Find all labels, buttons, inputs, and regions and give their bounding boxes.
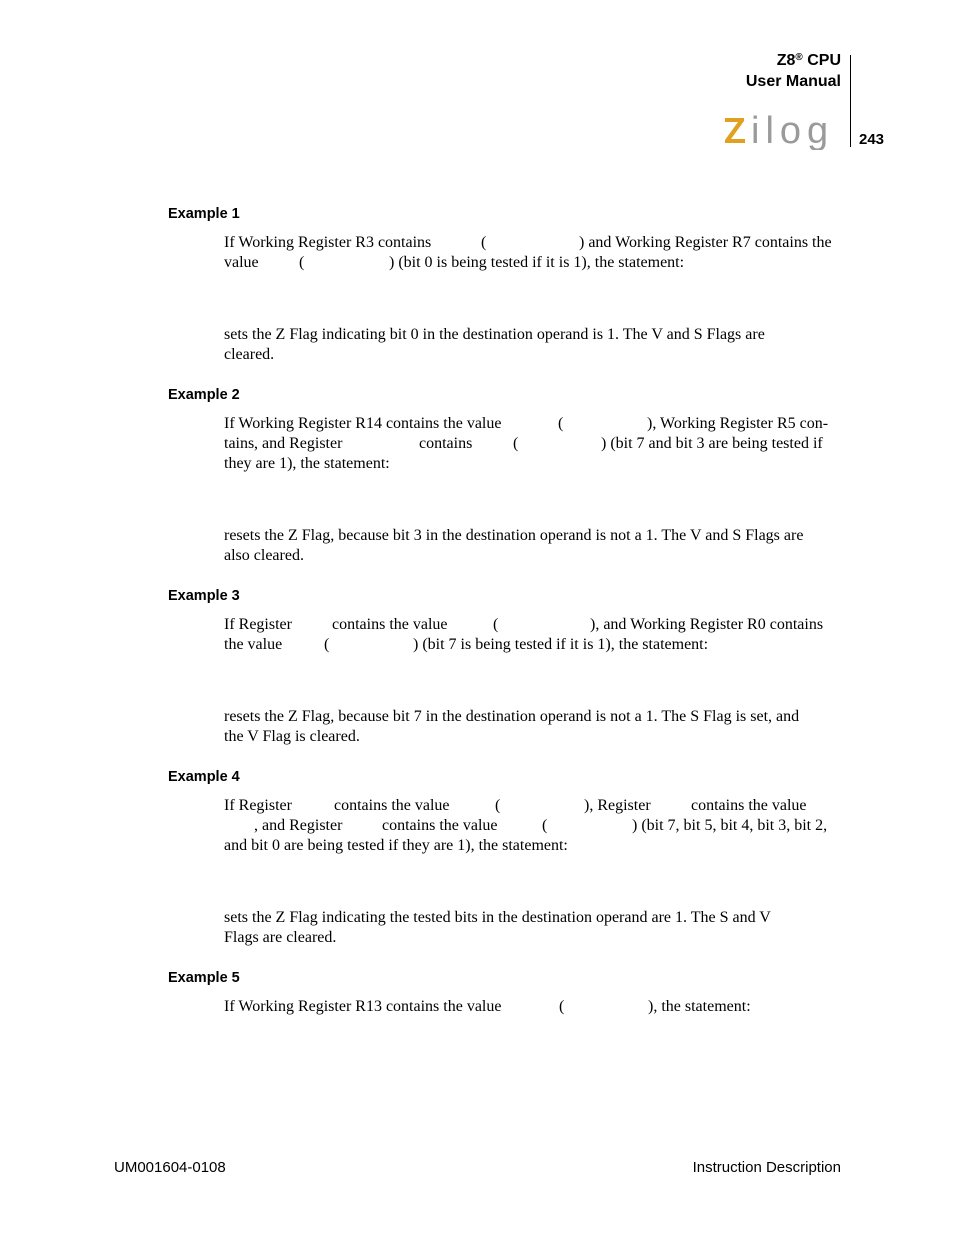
example-2-result: resets the Z Flag, because bit 3 in the destination operand is not a 1. The V and S Flags are <box>224 527 804 544</box>
page-number: 243 <box>859 131 885 148</box>
example-4-text: If Register contains the value ( ), Register contains the value <box>224 797 807 814</box>
example-4-result: sets the Z Flag indicating the tested bits in the destination operand are 1. The S and V <box>224 909 771 926</box>
example-1-result: cleared. <box>224 346 275 363</box>
example-4-text: and bit 0 are being tested if they are 1), the statement: <box>224 837 568 854</box>
example-4-result: Flags are cleared. <box>224 929 337 946</box>
example-3-result: resets the Z Flag, because bit 7 in the destination operand is not a 1. The S Flag is set, and <box>224 708 800 725</box>
example-2-text: they are 1), the statement: <box>224 455 390 472</box>
document-title <box>746 50 841 92</box>
example-4-heading: Example 4 <box>168 769 240 785</box>
example-1-result: sets the Z Flag indicating bit 0 in the destination operand is 1. The V and S Flags are <box>224 326 765 343</box>
example-1-text: If Working Register R3 contains ( ) and Working Register R7 contains the <box>224 234 832 251</box>
footer-doc-id: UM001604-0108 <box>114 1159 226 1176</box>
example-3-text: If Register contains the value ( ), and Working Register R0 contains <box>224 616 824 633</box>
example-2-text: If Working Register R14 contains the value ( ), Working Register R5 con- <box>224 415 829 432</box>
example-2-heading: Example 2 <box>168 387 240 403</box>
footer-section: Instruction Description <box>692 1159 841 1176</box>
example-5-text: If Working Register R13 contains the value ( ), the statement: <box>224 998 751 1015</box>
manual-subtitle: User Manual <box>745 73 841 90</box>
example-2-text: tains , and Register contains ( ) (bit 7 and bit 3 are being tested if <box>224 435 823 452</box>
example-1-text: value ( ) (bit 0 is being tested if it is 1), the statement: <box>224 254 685 271</box>
product-name: Z8® CPU <box>776 52 841 69</box>
header-divider <box>850 55 851 147</box>
example-3-heading: Example 3 <box>168 588 240 604</box>
zilog-logo <box>722 104 844 150</box>
example-1-heading: Example 1 <box>168 206 240 222</box>
example-3-text: the value ( ) (bit 7 is being tested if it is 1), the statement: <box>224 636 709 653</box>
example-3-result: the V Flag is cleared. <box>224 728 360 745</box>
example-2-result: also cleared. <box>224 547 304 564</box>
svg-text:ilog: ilog <box>751 110 835 150</box>
example-5-heading: Example 5 <box>168 970 240 986</box>
